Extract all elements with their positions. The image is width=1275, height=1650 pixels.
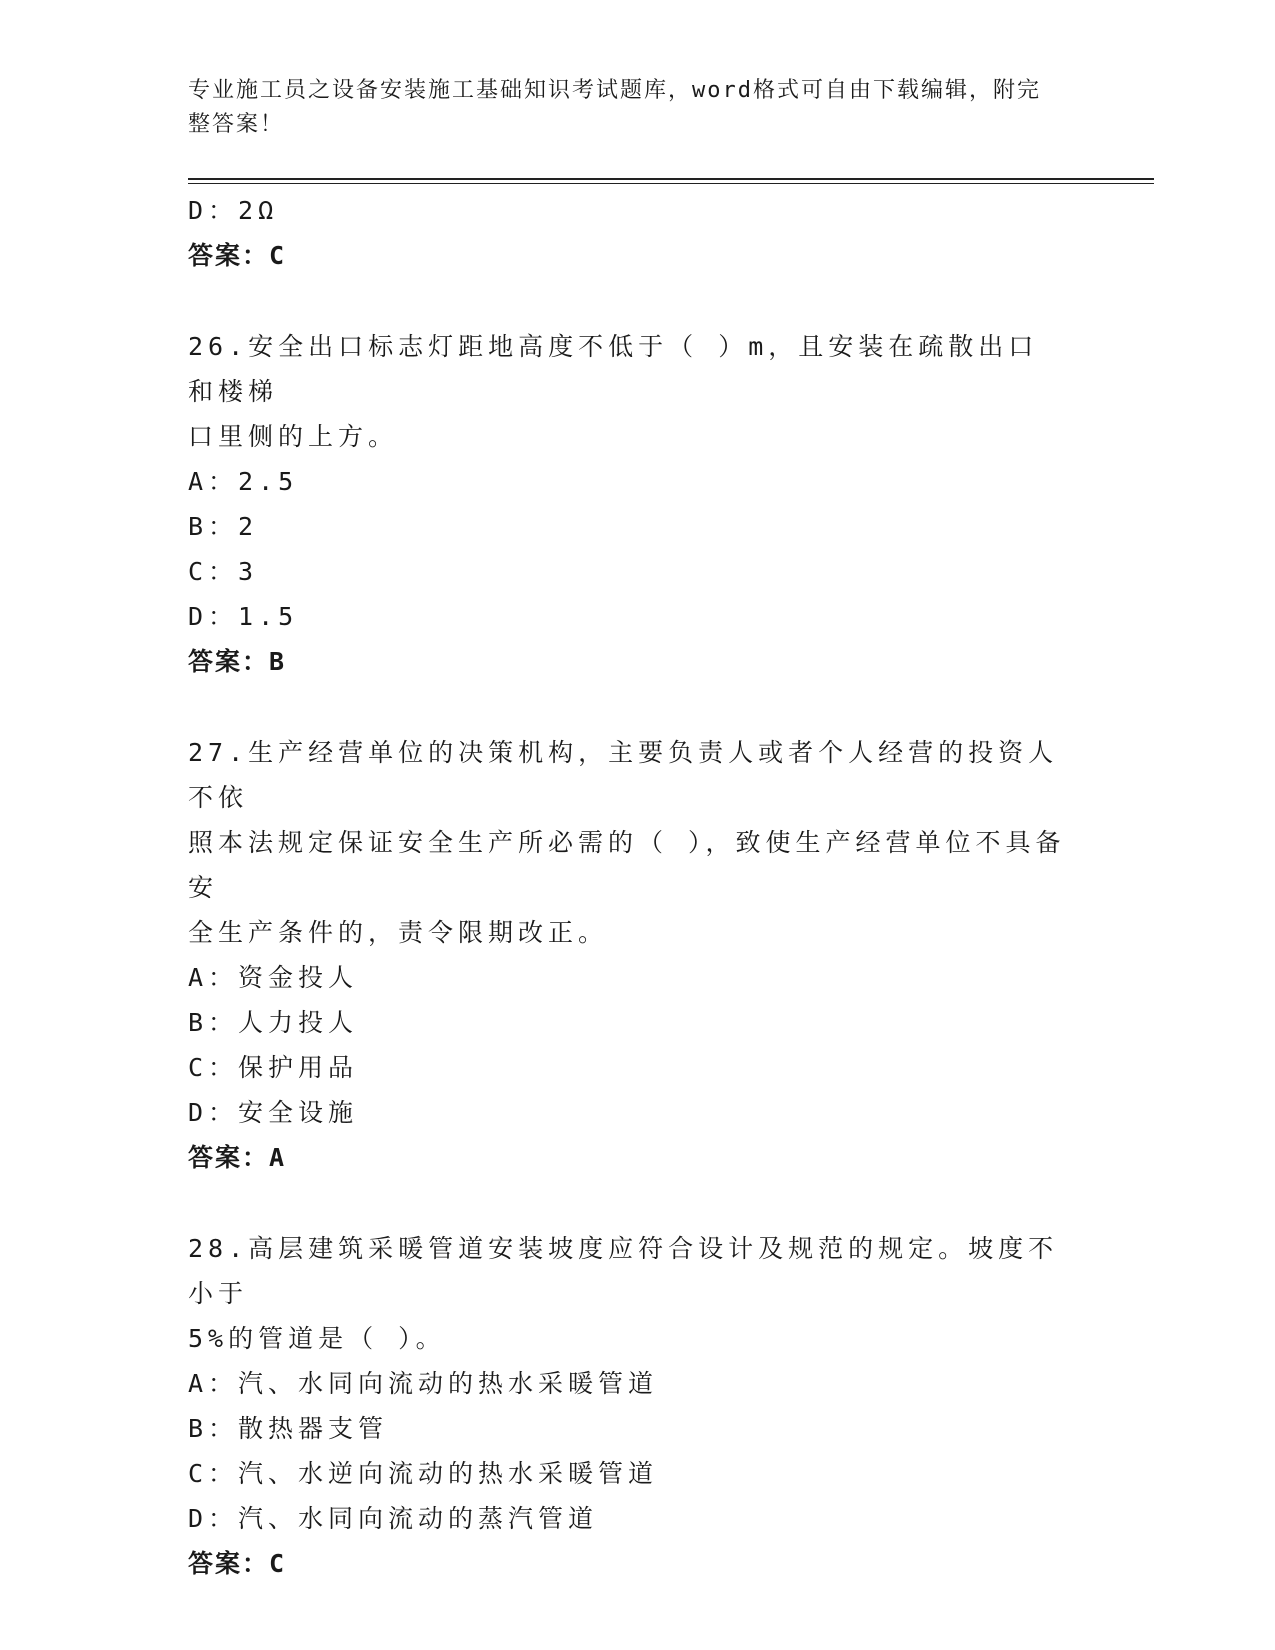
answer-line: 答案：A xyxy=(188,1143,287,1172)
option-c: C：汽、水逆向流动的热水采暖管道 xyxy=(188,1459,659,1488)
answer-line: 答案：C xyxy=(188,1549,287,1578)
question-stem-line: 全生产条件的，责令限期改正。 xyxy=(188,918,609,947)
option-d: D：安全设施 xyxy=(188,1098,359,1127)
header-line-1: 专业施工员之设备安装施工基础知识考试题库，word格式可自由下载编辑，附完 xyxy=(188,78,1041,103)
previous-question-tail xyxy=(188,188,1088,279)
header-line-2: 整答案！ xyxy=(188,112,285,137)
option-b: B：散热器支管 xyxy=(188,1414,389,1443)
option-d: D：汽、水同向流动的蒸汽管道 xyxy=(188,1504,599,1533)
question-stem-line: 照本法规定保证安全生产所必需的（ ），致使生产经营单位不具备安 xyxy=(188,828,1066,902)
option-d: D：2Ω xyxy=(188,196,279,225)
option-b: B：2 xyxy=(188,512,259,541)
option-c: C：3 xyxy=(188,557,259,586)
option-a: A：资金投人 xyxy=(188,963,359,992)
question-27 xyxy=(188,730,1088,1181)
question-28 xyxy=(188,1226,1088,1587)
question-stem-line: 5%的管道是（ ）。 xyxy=(188,1324,446,1353)
document-header xyxy=(188,74,1068,142)
question-stem-line: 口里侧的上方。 xyxy=(188,422,399,451)
answer-line: 答案：B xyxy=(188,647,287,676)
question-stem-line: 28.高层建筑采暖管道安装坡度应符合设计及规范的规定。坡度不小于 xyxy=(188,1234,1059,1308)
question-list xyxy=(188,188,1088,1587)
question-26 xyxy=(188,324,1088,685)
option-c: C：保护用品 xyxy=(188,1053,359,1082)
option-d: D：1.5 xyxy=(188,602,299,631)
header-divider-thick xyxy=(188,178,1154,180)
answer-line: 答案：C xyxy=(188,241,287,270)
option-b: B：人力投人 xyxy=(188,1008,359,1037)
question-stem-line: 27.生产经营单位的决策机构，主要负责人或者个人经营的投资人不依 xyxy=(188,738,1059,812)
question-stem-line: 26.安全出口标志灯距地高度不低于（ ）m，且安装在疏散出口和楼梯 xyxy=(188,332,1039,406)
option-a: A：汽、水同向流动的热水采暖管道 xyxy=(188,1369,659,1398)
option-a: A：2.5 xyxy=(188,467,299,496)
header-divider-thin xyxy=(188,183,1154,184)
